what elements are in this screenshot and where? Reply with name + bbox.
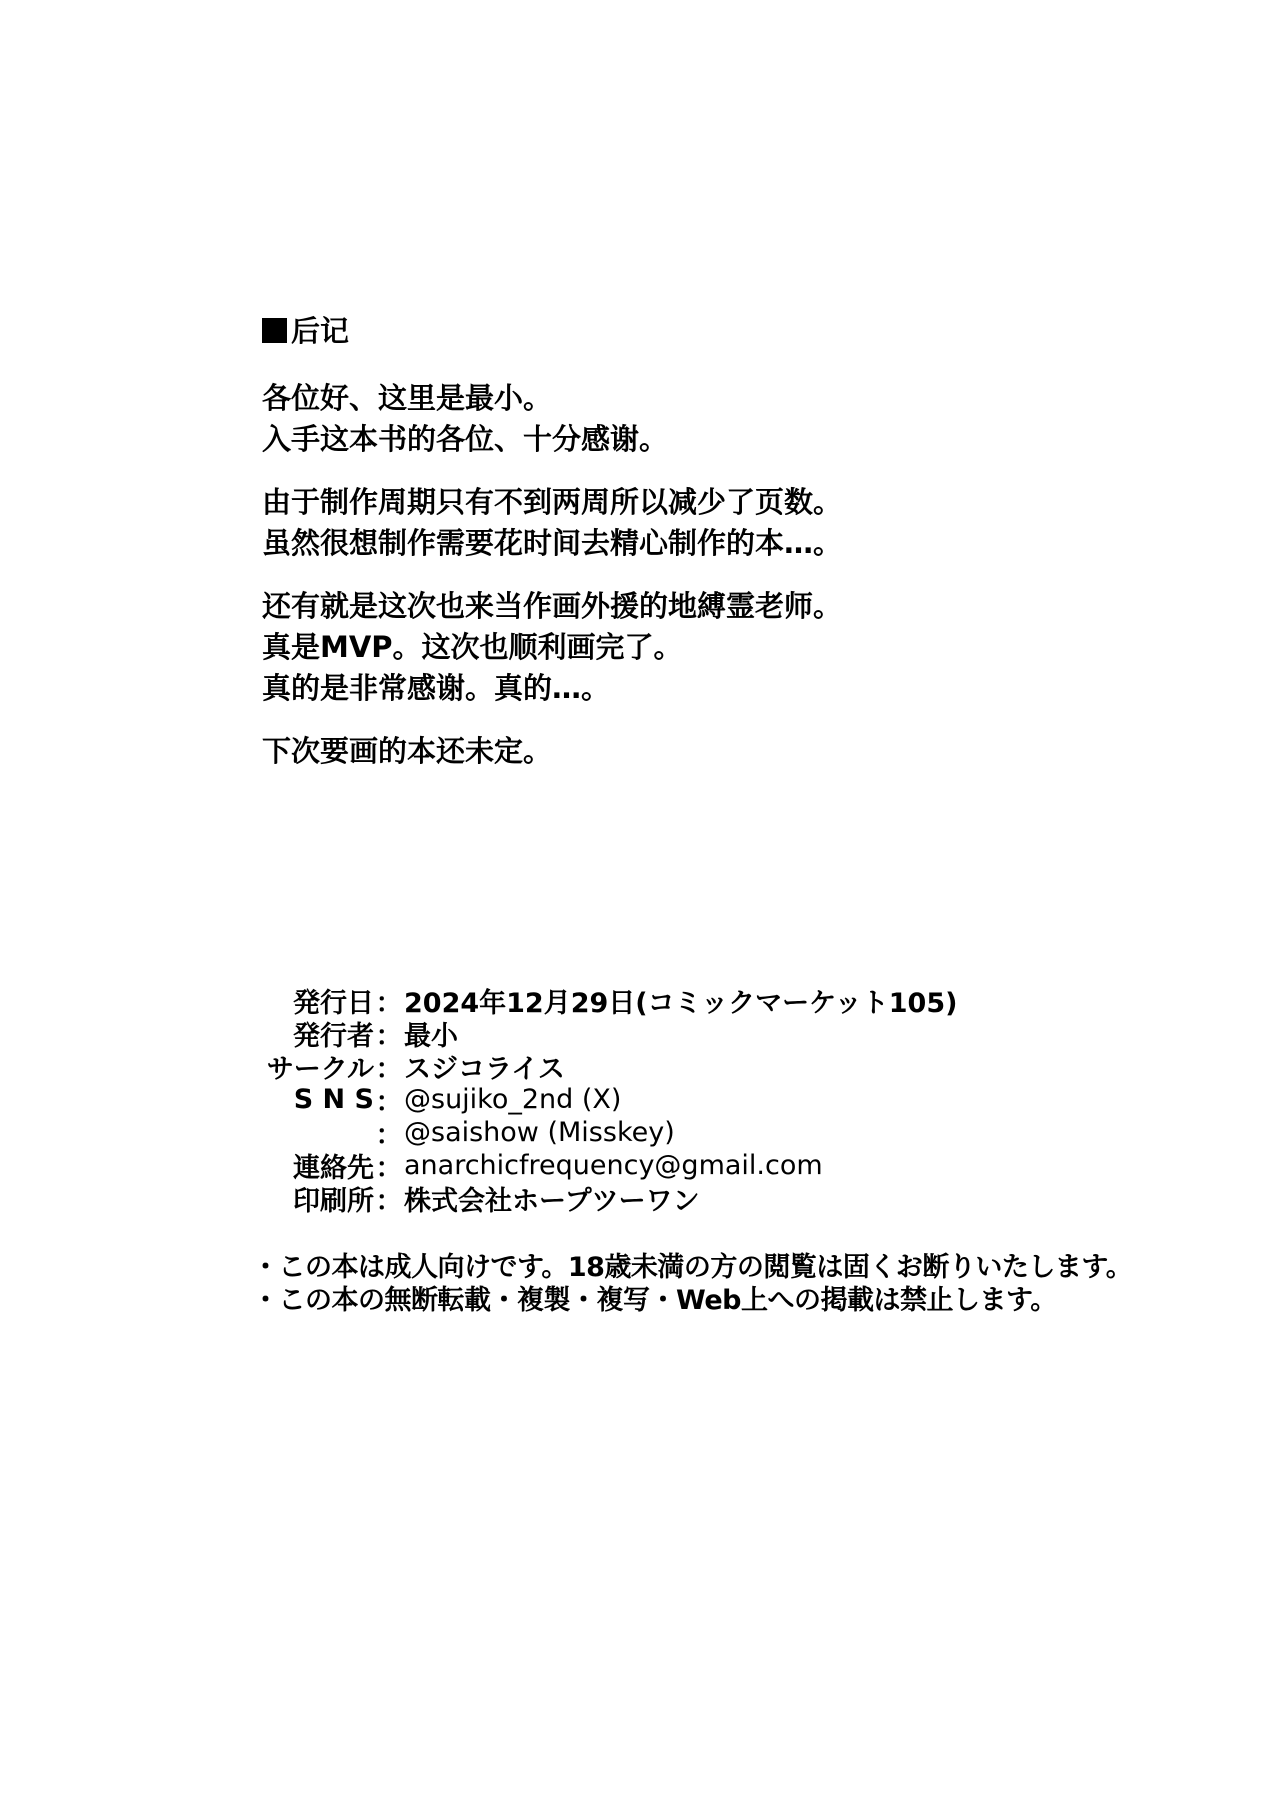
colophon-section (250, 984, 1210, 1215)
colophon-row-sns (250, 1083, 1210, 1116)
colophon-label: 発行日 (293, 988, 374, 1019)
colophon-row-printer (250, 1182, 1210, 1215)
colophon-separator: ： (375, 1087, 403, 1118)
afterword-line: 真的是非常感谢。真的…。 (262, 671, 611, 705)
afterword-paragraph (262, 378, 1202, 460)
colophon-separator: ： (375, 1120, 403, 1151)
afterword-heading-text: 后记 (291, 314, 350, 348)
colophon-separator: ： (375, 1054, 403, 1085)
colophon-row-publisher (250, 1017, 1210, 1050)
notice-adult-only: ・この本は成人向けです。18歳未満の方の閲覧は固くお断りいたします。 (252, 1252, 1133, 1283)
colophon-label: 発行者 (293, 1021, 374, 1052)
notices-section (252, 1251, 1252, 1317)
colophon-separator: ： (375, 1186, 403, 1217)
colophon-separator: ： (375, 1021, 403, 1052)
colophon-row-sns-misskey (250, 1116, 1210, 1149)
notice-no-reproduction: ・この本の無断転載・複製・複写・Web上への掲載は禁止します。 (252, 1285, 1057, 1316)
colophon-value: 株式会社ホープツーワン (404, 1186, 700, 1217)
afterword-line: 各位好、这里是最小。 (262, 381, 553, 415)
colophon-row-release-date (250, 984, 1210, 1017)
afterword-line: 还有就是这次也来当作画外援的地縛霊老师。 (262, 589, 843, 623)
colophon-label: S N S (293, 1084, 374, 1115)
afterword-paragraph (262, 731, 1202, 772)
colophon-value-sns-misskey: @saishow (Misskey) (404, 1117, 675, 1148)
colophon-value-sns-x: @sujiko_2nd (X) (404, 1084, 622, 1115)
afterword-heading (262, 306, 1202, 356)
colophon-label: 印刷所 (293, 1186, 374, 1217)
afterword-line: 入手这本书的各位、十分感谢。 (262, 422, 669, 456)
colophon-value: 最小 (404, 1021, 458, 1052)
black-square-bullet-icon (262, 318, 287, 343)
colophon-row-circle (250, 1050, 1210, 1083)
afterword-paragraph (262, 482, 1202, 564)
colophon-value-email: anarchicfrequency@gmail.com (404, 1150, 823, 1181)
colophon-row-contact (250, 1149, 1210, 1182)
colophon-label: サークル (266, 1054, 374, 1085)
afterword-line: 由于制作周期只有不到两周所以减少了页数。 (262, 485, 843, 519)
colophon-separator: ： (375, 1153, 403, 1184)
colophon-separator: ： (375, 988, 403, 1019)
colophon-label: 連絡先 (293, 1153, 374, 1184)
afterword-line: 真是MVP。这次也顺利画完了。 (262, 630, 683, 664)
afterword-paragraph (262, 586, 1202, 709)
afterword-section (262, 306, 1202, 772)
colophon-value: スジコライス (404, 1054, 565, 1085)
afterword-line: 虽然很想制作需要花时间去精心制作的本…。 (262, 526, 843, 560)
afterword-line: 下次要画的本还未定。 (262, 734, 553, 768)
colophon-value: 2024年12月29日(コミックマーケット105) (404, 988, 958, 1019)
